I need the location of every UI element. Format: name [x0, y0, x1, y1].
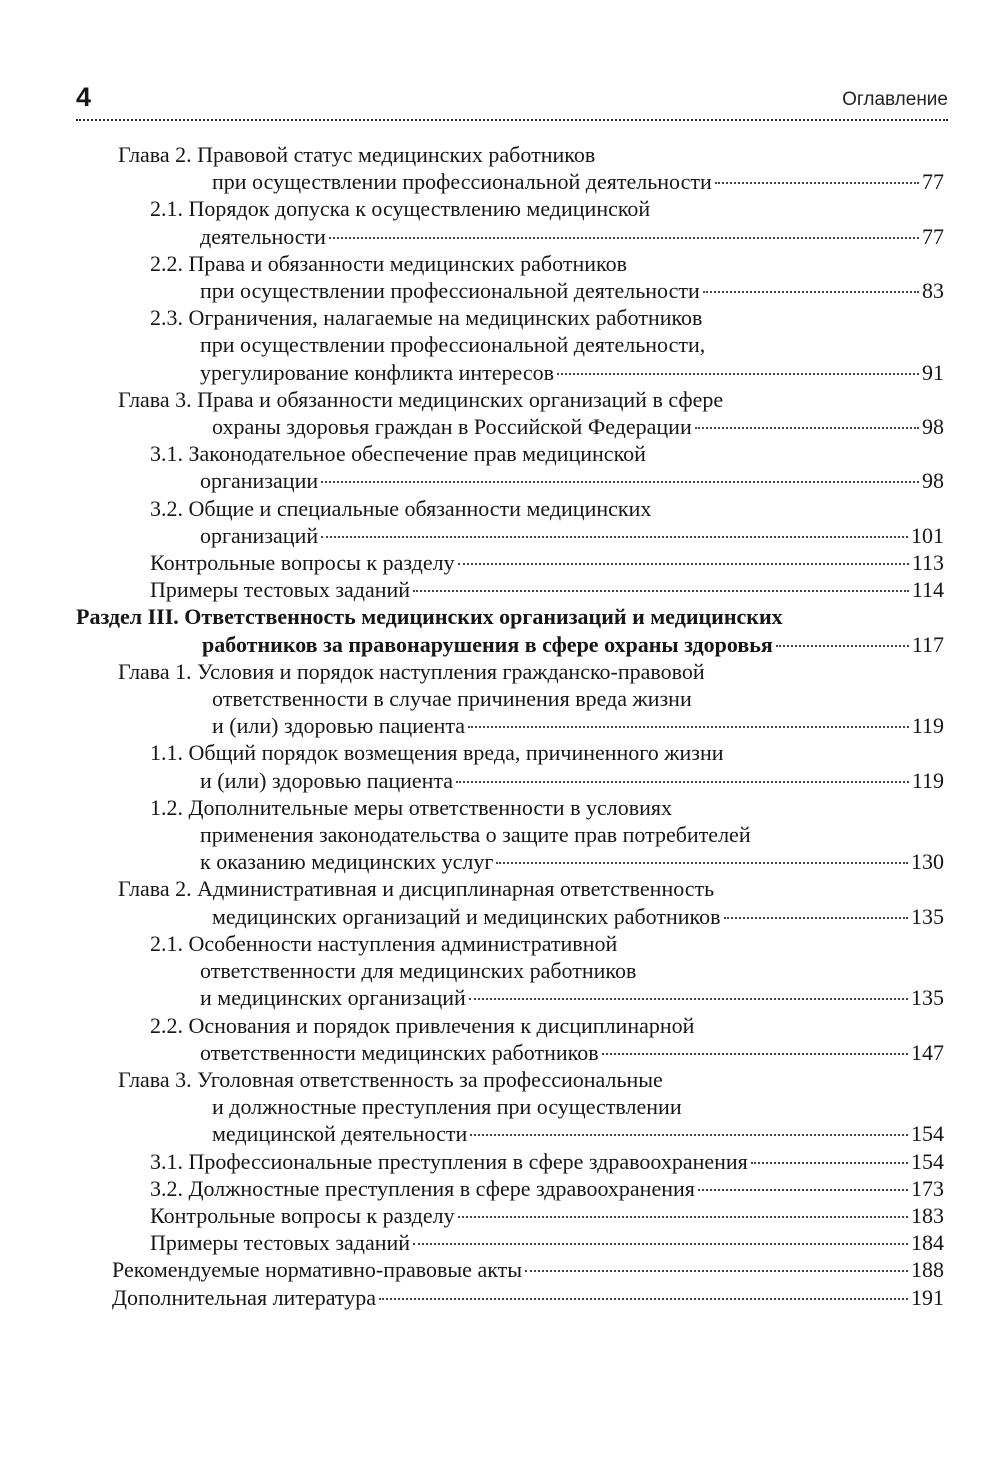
toc-page-number: 135	[911, 903, 944, 929]
dot-leader	[321, 536, 908, 538]
toc-page-number: 117	[911, 631, 944, 657]
dot-leader	[695, 427, 919, 429]
toc-entry-text: 1.2. Дополнительные меры ответственности в условиях	[150, 794, 672, 820]
toc-entry-text: медицинских организаций и медицинских работников	[212, 903, 721, 929]
dot-leader	[496, 862, 908, 864]
toc-entry-text: Глава 2. Административная и дисциплинарная ответственность	[118, 876, 715, 902]
toc-entry-text: к оказанию медицинских услуг	[200, 849, 494, 875]
toc-entry-subsection[interactable]	[150, 739, 944, 793]
dot-leader	[321, 481, 919, 483]
dot-leader	[413, 1243, 908, 1245]
toc-entry-chapter[interactable]	[118, 875, 944, 929]
toc-page-number: 119	[911, 767, 944, 793]
toc-page-number: 101	[911, 522, 944, 548]
toc-page-number: 77	[922, 169, 944, 195]
dot-leader	[379, 1298, 908, 1300]
dot-leader	[456, 781, 909, 783]
toc-entry-chapter[interactable]	[118, 1066, 944, 1148]
dot-leader	[698, 1189, 908, 1191]
toc-entry-text: Контрольные вопросы к разделу	[150, 550, 455, 576]
toc-entry-text: Дополнительная литература	[112, 1284, 376, 1310]
toc-entry-text: Глава 2. Правовой статус медицинских работников	[118, 142, 596, 167]
toc-entry-subsection[interactable]	[150, 794, 944, 876]
toc-entry-section[interactable]	[76, 603, 944, 657]
toc-entry-text: организаций	[200, 522, 319, 548]
dot-leader	[469, 998, 908, 1000]
toc-entry-text: Рекомендуемые нормативно-правовые акты	[112, 1257, 523, 1283]
dot-leader	[525, 1270, 908, 1272]
toc-entry-text: 2.1. Особенности наступления административной	[150, 930, 618, 956]
toc-entry-text: и (или) здоровью пациента	[200, 767, 454, 793]
toc-entry-text: 3.1. Законодательное обеспечение прав медицинской	[150, 441, 646, 467]
toc-entry-subsection[interactable]	[150, 930, 944, 1012]
dot-leader	[715, 182, 919, 184]
header-divider	[76, 119, 948, 121]
toc-entry-text: Примеры тестовых заданий	[150, 1230, 411, 1256]
toc-entry-text: Контрольные вопросы к разделу	[150, 1202, 455, 1228]
toc-entry-text: 2.3. Ограничения, налагаемые на медицинских работников	[150, 305, 703, 331]
dot-leader	[703, 291, 919, 293]
toc-page-number: 135	[911, 985, 944, 1011]
toc-page-number: 98	[922, 468, 944, 494]
dot-leader	[329, 237, 919, 239]
toc-entry-subsection[interactable]	[150, 250, 944, 304]
toc-entry-text: при осуществлении профессиональной деятельности	[200, 278, 700, 304]
toc-entry-text: 2.2. Основания и порядок привлечения к дисциплинарной	[150, 1012, 695, 1038]
toc-entry-chapter[interactable]	[118, 386, 944, 440]
toc-entry-text: Примеры тестовых заданий	[150, 577, 411, 603]
page-number: 4	[76, 82, 92, 112]
dot-leader	[468, 726, 909, 728]
toc-entry-subsection[interactable]	[150, 195, 944, 249]
toc-page-number: 114	[911, 577, 944, 603]
dot-leader	[602, 1053, 908, 1055]
toc-entry-text: при осуществлении профессиональной деятельности	[212, 169, 712, 195]
toc-entry-text: ответственности для медицинских работников	[200, 958, 637, 984]
toc-page-number: 77	[922, 223, 944, 249]
toc-entry-chapter[interactable]	[118, 141, 944, 195]
toc-entry-text: урегулирование конфликта интересов	[200, 359, 554, 385]
toc-entry-text: Глава 3. Уголовная ответственность за профессиональные	[118, 1066, 663, 1092]
toc-entry-subsection[interactable]	[150, 1148, 944, 1175]
toc-entry-text: 1.1. Общий порядок возмещения вреда, причиненного жизни	[150, 740, 724, 766]
toc-entry-text: работников за правонарушения в сфере охраны здоровья	[202, 631, 773, 657]
toc-page-number: 119	[911, 713, 944, 739]
toc-entry-text: и медицинских организаций	[200, 985, 466, 1011]
toc-entry-text: ответственности в случае причинения вреда жизни	[212, 686, 692, 712]
toc-entry-top[interactable]	[112, 1256, 944, 1283]
toc-entry-text: Глава 1. Условия и порядок наступления гражданско-правовой	[118, 658, 705, 684]
toc-page-number: 91	[922, 359, 944, 385]
toc-entry-text: применения законодательства о защите прав потребителей	[200, 822, 751, 848]
table-of-contents	[0, 141, 1000, 1311]
toc-page-number: 173	[911, 1175, 944, 1201]
dot-leader	[458, 1216, 908, 1218]
toc-page-number: 188	[911, 1257, 944, 1283]
toc-entry-text: ответственности медицинских работников	[200, 1039, 599, 1065]
toc-page-number: 83	[922, 278, 944, 304]
toc-page-number: 113	[911, 550, 944, 576]
toc-page-number: 154	[911, 1148, 944, 1174]
page-header	[76, 84, 948, 124]
toc-entry-top[interactable]	[112, 1284, 944, 1311]
toc-entry-text: охраны здоровья граждан в Российской Федерации	[212, 414, 692, 440]
toc-entry-subsection[interactable]	[150, 1012, 944, 1066]
toc-entry-text: 3.2. Должностные преступления в сфере здравоохранения	[150, 1175, 695, 1201]
toc-entry-subsection[interactable]	[150, 495, 944, 549]
toc-entry-text: Глава 3. Права и обязанности медицинских организаций в сфере	[118, 386, 724, 412]
dot-leader	[413, 590, 909, 592]
toc-entry-extra[interactable]	[150, 1229, 944, 1256]
dot-leader	[458, 563, 909, 565]
toc-entry-text: 2.2. Права и обязанности медицинских работников	[150, 250, 627, 276]
toc-entry-extra[interactable]	[150, 549, 944, 576]
toc-entry-text: 2.1. Порядок допуска к осуществлению медицинской	[150, 196, 651, 222]
dot-leader	[557, 373, 919, 375]
toc-page-number: 130	[911, 849, 944, 875]
toc-page-number: 98	[922, 414, 944, 440]
toc-page-number: 191	[911, 1284, 944, 1310]
dot-leader	[724, 917, 909, 919]
toc-entry-text: Раздел III. Ответственность медицинских организаций и медицинских	[76, 604, 783, 630]
dot-leader	[751, 1162, 908, 1164]
dot-leader	[470, 1134, 908, 1136]
toc-entry-subsection[interactable]	[150, 304, 944, 386]
toc-entry-extra[interactable]	[150, 576, 944, 603]
toc-entry-chapter[interactable]	[118, 658, 944, 740]
toc-page-number: 184	[911, 1230, 944, 1256]
toc-page-number: 147	[911, 1039, 944, 1065]
toc-entry-subsection[interactable]	[150, 440, 944, 494]
toc-entry-text: и должностные преступления при осуществлении	[212, 1094, 682, 1120]
toc-entry-subsection[interactable]	[150, 1175, 944, 1202]
toc-entry-text: и (или) здоровью пациента	[212, 713, 466, 739]
toc-entry-text: 3.2. Общие и специальные обязанности медицинских	[150, 495, 652, 521]
toc-entry-extra[interactable]	[150, 1202, 944, 1229]
toc-entry-text: организации	[200, 468, 319, 494]
toc-entry-text: 3.1. Профессиональные преступления в сфере здравоохранения	[150, 1148, 748, 1174]
toc-entry-text: деятельности	[200, 223, 326, 249]
toc-entry-text: при осуществлении профессиональной деятельности,	[200, 332, 706, 358]
toc-page-number: 154	[911, 1121, 944, 1147]
toc-entry-text: медицинской деятельности	[212, 1121, 468, 1147]
toc-page-number: 183	[911, 1202, 944, 1228]
running-title: Оглавление	[842, 89, 948, 110]
dot-leader	[776, 645, 909, 647]
